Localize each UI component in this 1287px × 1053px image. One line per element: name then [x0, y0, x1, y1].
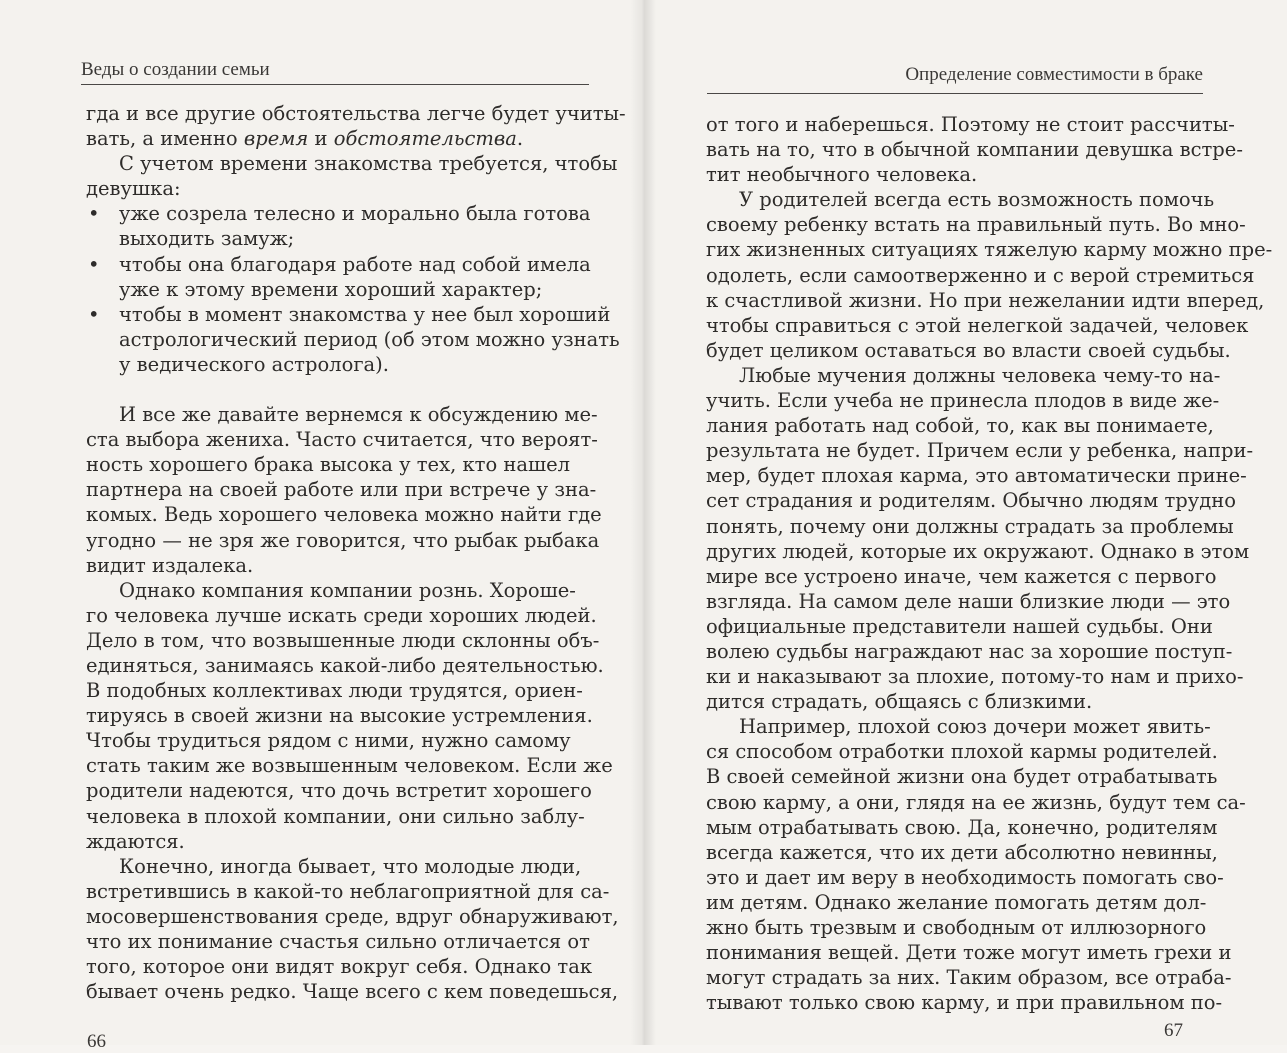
emphasis: время: [243, 127, 309, 151]
text-line: понимания вещей. Дети тоже могут иметь грехи и: [706, 941, 1232, 965]
right-page-text: [706, 112, 1273, 1015]
text-line: к счастливой жизни. Но при нежелании идти вперед,: [706, 288, 1265, 312]
right-page-number: 67: [1164, 1020, 1183, 1041]
text-line: Чтобы трудиться рядом с ними, нужно самому: [86, 729, 571, 753]
text-line: угодно — не зря же говорится, что рыбак рыбака: [86, 528, 600, 552]
text-line: У родителей всегда есть возможность помочь: [739, 188, 1215, 212]
text-line: Дело в том, что возвышенные люди склонны объ-: [86, 628, 600, 652]
right-header-rule: [707, 93, 1203, 94]
text-line: единяться, занимаясь какой-либо деятельностью.: [86, 653, 604, 677]
text-line: гих жизненных ситуациях тяжелую карму можно пре-: [706, 238, 1273, 262]
text-line: бывает очень редко. Чаще всего с кем поведешься,: [86, 980, 619, 1004]
text-line: стать таким же возвышенным человеком. Если же: [86, 754, 613, 778]
text-line: гда и все другие обстоятельства легче будет учиты-: [86, 102, 626, 125]
text-line: волею судьбы награждают нас за хорошие поступ-: [706, 639, 1233, 663]
text-line: Однако компания компании рознь. Хороше-: [119, 578, 576, 602]
text-line: одолеть, если самоотверженно и с верой стремиться: [706, 263, 1255, 287]
emphasis: обстоятельства: [333, 127, 517, 151]
text-line: того, которое они видят вокруг себя. Однако так: [86, 955, 593, 979]
text-line: вать на то, что в обычной компании девушка встре-: [706, 138, 1243, 162]
text-line: В своей семейной жизни она будет отрабатывать: [706, 765, 1218, 789]
text-line: И все же давайте вернемся к обсуждению ме-: [119, 403, 598, 427]
text-line: Любые мучения должны человека чему-то на-: [739, 363, 1221, 387]
text-line: родители надеются, что дочь встретит хорошего: [86, 779, 592, 803]
paragraph-gap: [86, 377, 596, 402]
text-line: ся способом отработки плохой кармы родителей.: [706, 740, 1218, 764]
text-line: сет страдания и родителям. Обычно людям трудно: [706, 489, 1236, 513]
text-line: уже к этому времени хороший характер;: [119, 277, 543, 301]
text-line: свою карму, а они, глядя на ее жизнь, будут тем са-: [706, 790, 1246, 814]
text-line: чтобы справиться с этой нелегкой задачей, человек: [706, 313, 1249, 337]
text-line: выходить замуж;: [119, 227, 295, 251]
text-line: Конечно, иногда бывает, что молодые люди,: [119, 854, 582, 878]
text-line: В подобных коллективах люди трудятся, ориен-: [86, 679, 583, 703]
text-line: что их понимание счастья сильно отличается от: [86, 930, 590, 953]
text-line: ность хорошего брака высока у тех, кто нашел: [86, 453, 571, 477]
bullet-item: • чтобы она благодаря работе над собой имела: [88, 252, 591, 276]
bullet-icon: •: [88, 202, 100, 226]
text-line: астрологический период (об этом можно узнать: [119, 327, 620, 351]
text-line: ки и наказывают за плохие, потому-то нам и прихо-: [706, 665, 1244, 689]
right-page: [645, 0, 1287, 1045]
text-line: взгляда. На самом деле наши близкие люди — это: [706, 589, 1231, 613]
text-line: человека в плохой компании, они сильно заблу-: [86, 804, 585, 828]
text-line: Например, плохой союз дочери может явить-: [739, 715, 1211, 739]
text-line: тывают только свою карму, и при правильном по-: [706, 991, 1223, 1015]
text-line: го человека лучше искать среди хороших людей.: [86, 603, 597, 627]
text-line: партнера на своей работе или при встрече у зна-: [86, 478, 597, 502]
right-running-head: Определение совместимости в браке: [905, 64, 1203, 85]
text-line: тит необычного человека.: [706, 163, 978, 187]
text-line: лания работать над собой, то, как вы понимаете,: [706, 414, 1214, 438]
bullet-item: • уже созрела телесно и морально была готова: [88, 202, 591, 226]
text-line: официальные представители нашей судьбы. Они: [706, 614, 1213, 638]
text-line: от того и наберешься. Поэтому не стоит рассчиты-: [706, 113, 1235, 136]
text-line: своему ребенку встать на правильный путь. Во мно-: [706, 213, 1246, 237]
text-line: комых. Ведь хорошего человека можно найти где: [86, 503, 602, 527]
text-line: им детям. Однако желание помогать детям дол-: [706, 890, 1207, 914]
text-line: других людей, которые их окружают. Однако в этом: [706, 539, 1250, 563]
text-line: могут страдать за них. Таким образом, все отраба-: [706, 966, 1232, 990]
text-line: мым отрабатывать свою. Да, конечно, родителям: [706, 815, 1218, 839]
left-page-number: 66: [87, 1031, 106, 1052]
text-line: мер, будет плохая карма, это автоматически прине-: [706, 464, 1247, 488]
text-line: ста выбора жениха. Часто считается, что вероят-: [86, 428, 598, 452]
text-line: встретившись в какой-то неблагоприятной для са-: [86, 879, 610, 903]
text-line: вать, а именно время и обстоятельства.: [86, 127, 524, 151]
text-line: это и дает им веру в необходимость помогать сво-: [706, 865, 1224, 889]
text-line: результата не будет. Причем если у ребенка, напри-: [706, 439, 1254, 463]
text-line: девушка:: [86, 177, 181, 201]
left-page-text: [86, 101, 626, 1004]
bullet-icon: •: [88, 252, 100, 276]
text-line: видит издалека.: [86, 553, 254, 577]
text-line: понять, почему они должны страдать за проблемы: [706, 514, 1234, 538]
left-running-head: Веды о создании семьи: [81, 59, 270, 80]
text-line: мире все устроено иначе, чем кажется с первого: [706, 564, 1217, 588]
text-line: всегда кажется, что их дети абсолютно невинны,: [706, 840, 1218, 864]
text-line: у ведического астролога).: [119, 352, 389, 376]
left-page: [0, 0, 640, 1052]
text-line: мосовершенствования среде, вдруг обнаруживают,: [86, 904, 619, 928]
text-line: учить. Если учеба не принесла плодов в виде же-: [706, 389, 1220, 413]
text-line: будет целиком оставаться во власти своей судьбы.: [706, 338, 1231, 362]
text-line: жно быть трезвым и свободным от иллюзорного: [706, 916, 1207, 939]
text-line: С учетом времени знакомства требуется, чтобы: [119, 152, 618, 176]
bullet-item: • чтобы в момент знакомства у нее был хороший: [88, 302, 611, 326]
left-header-rule: [81, 84, 589, 85]
text-line: тируясь в своей жизни на высокие устремления.: [86, 704, 593, 728]
text-line: ждаются.: [86, 829, 185, 853]
bullet-icon: •: [88, 302, 100, 326]
text-line: дится страдать, общаясь с близкими.: [706, 690, 1093, 714]
